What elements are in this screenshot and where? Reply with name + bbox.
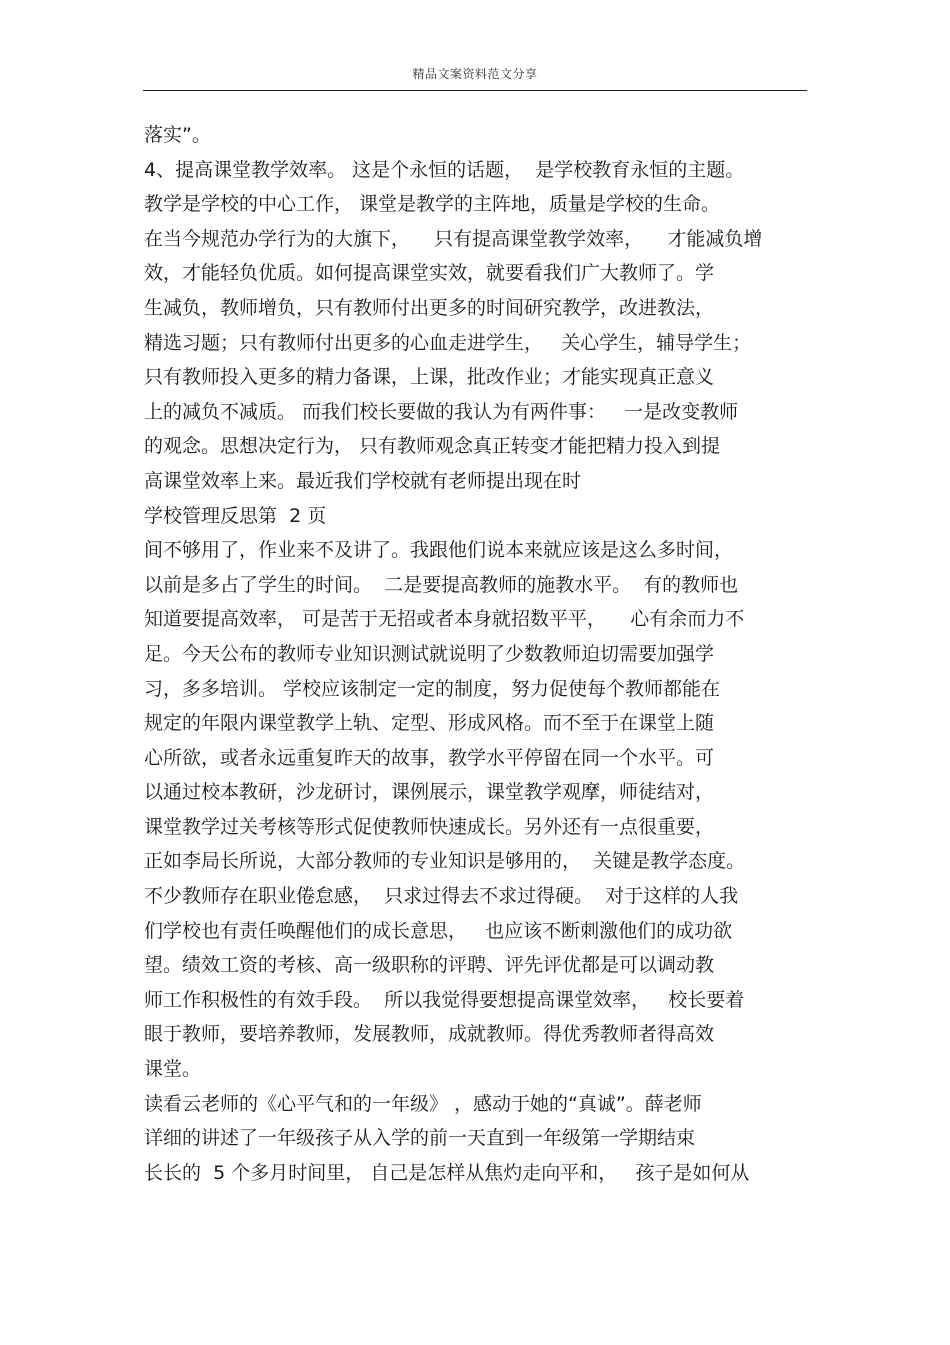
text-line: 眼于教师，要培养教师，发展教师，成就教师。得优秀教师者得高效 bbox=[144, 1023, 715, 1046]
text-line: 规定的年限内课堂教学上轨、定型、形成风格。而不至于在课堂上随 bbox=[144, 712, 715, 735]
text-line: 望。绩效工资的考核、高一级职称的评聘、评先评优都是可以调动教 bbox=[144, 954, 715, 977]
text-line: 知道要提高效率， 可是苦于无招或者本身就招数平平， 心有余而力不 bbox=[144, 608, 745, 631]
text-line: 4、提高课堂教学效率。 这是个永恒的话题， 是学校教育永恒的主题。 bbox=[144, 158, 745, 181]
text-line: 读看云老师的《心平气和的一年级》 ，感动于她的“真诚”。薛老师 bbox=[144, 1092, 702, 1115]
text-line: 正如李局长所说，大部分教师的专业知识是够用的， 关键是教学态度。 bbox=[144, 850, 746, 873]
text-line: 不少教师存在职业倦怠感， 只求过得去不求过得硬。 对于这样的人我 bbox=[144, 885, 739, 908]
text-line: 在当今规范办学行为的大旗下， 只有提高课堂教学效率， 才能减负增 bbox=[144, 227, 763, 250]
text-line: 课堂教学过关考核等形式促使教师快速成长。另外还有一点很重要， bbox=[144, 815, 715, 838]
page-header-title: 精品文案资料范文分享 bbox=[412, 67, 538, 81]
header-divider bbox=[143, 90, 807, 91]
text-line: 以通过校本教研，沙龙研讨，课例展示，课堂教学观摩，师徒结对， bbox=[144, 781, 715, 804]
text-line: 长长的 5 个多月时间里， 自己是怎样从焦灼走向平和， 孩子是如何从 bbox=[144, 1161, 750, 1184]
text-line: 的观念。思想决定行为， 只有教师观念真正转变才能把精力投入到提 bbox=[144, 435, 721, 458]
page-number-line: 学校管理反思第 2 页 bbox=[144, 504, 327, 527]
document-body bbox=[144, 118, 808, 1190]
text-line: 效，才能轻负优质。如何提高课堂实效，就要看我们广大教师了。学 bbox=[144, 262, 715, 285]
text-line: 落实”。 bbox=[144, 124, 211, 146]
text-line: 足。今天公布的教师专业知识测试就说明了少数教师迫切需要加强学 bbox=[144, 642, 715, 665]
text-line: 详细的讲述了一年级孩子从入学的前一天直到一年级第一学期结束 bbox=[144, 1127, 696, 1150]
text-line: 上的减负不减质。 而我们校长要做的我认为有两件事： 一是改变教师 bbox=[144, 400, 739, 423]
text-line: 以前是多占了学生的时间。 二是要提高教师的施教水平。 有的教师也 bbox=[144, 573, 739, 596]
text-line: 师工作积极性的有效手段。 所以我觉得要想提高课堂效率， 校长要着 bbox=[144, 988, 745, 1011]
text-line: 只有教师投入更多的精力备课，上课，批改作业；才能实现真正意义 bbox=[144, 366, 715, 389]
text-line: 习，多多培训。 学校应该制定一定的制度，努力促使每个教师都能在 bbox=[144, 677, 721, 700]
text-line: 心所欲，或者永远重复昨天的故事，教学水平停留在同一个水平。可 bbox=[144, 746, 715, 769]
text-line: 间不够用了，作业来不及讲了。我跟他们说本来就应该是这么多时间， bbox=[144, 539, 734, 562]
text-line: 教学是学校的中心工作， 课堂是教学的主阵地，质量是学校的生命。 bbox=[144, 193, 721, 216]
text-line: 们学校也有责任唤醒他们的成长意思， 也应该不断刺激他们的成功欲 bbox=[144, 919, 733, 942]
text-line: 课堂。 bbox=[144, 1058, 202, 1081]
text-line: 精选习题；只有教师付出更多的心血走进学生， 关心学生，辅导学生； bbox=[144, 331, 752, 354]
text-line: 高课堂效率上来。最近我们学校就有老师提出现在时 bbox=[144, 469, 582, 492]
text-line: 生减负，教师增负，只有教师付出更多的时间研究教学，改进教法， bbox=[144, 296, 715, 319]
